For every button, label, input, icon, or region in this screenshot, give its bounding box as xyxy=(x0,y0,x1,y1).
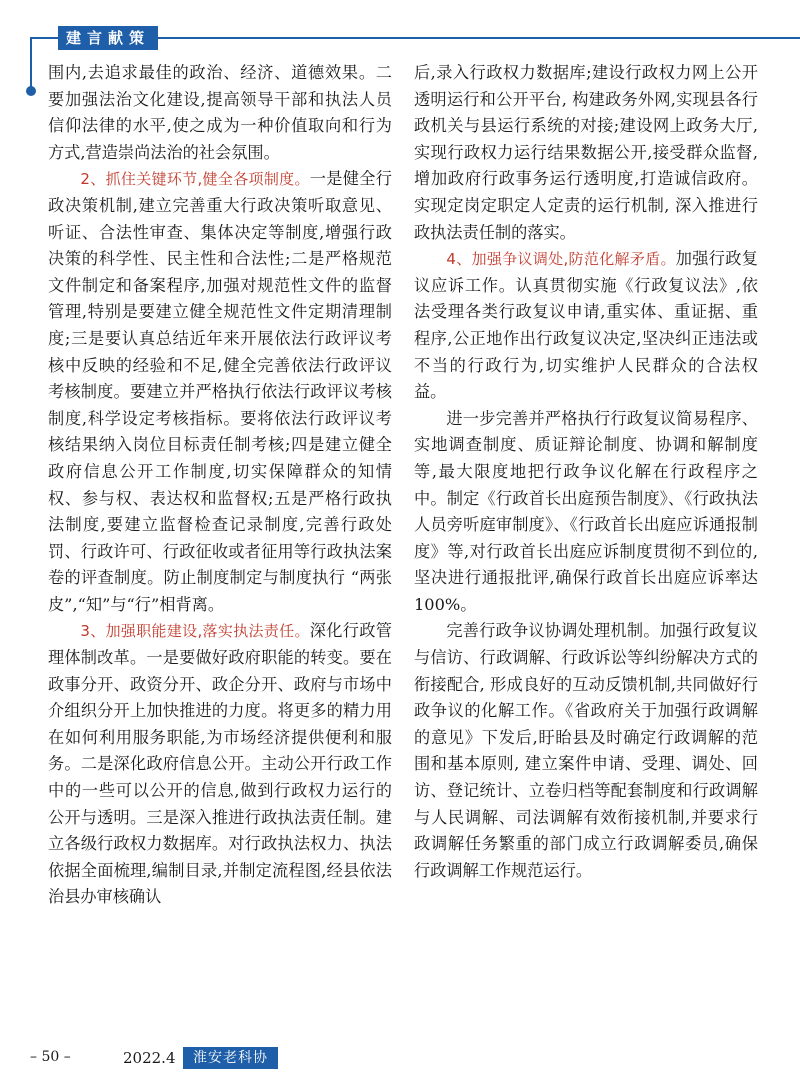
paragraph xyxy=(48,618,392,911)
page-number: – 50 – xyxy=(30,1049,71,1065)
paragraph: 进一步完善并严格执行行政复议简易程序、实地调查制度、质证辩论制度、协调和解制度等,最大限度地把行政争议化解在行政程序之中。制定《行政首长出庭预告制度》、《行政执法人员旁听庭审制度》、《行政首长出庭应诉通报制度》等,对行政首长出庭应诉制度贯彻不到位的,坚决进行通报批评,确保行政首长出庭应诉率达 100%。 xyxy=(414,408,758,614)
issue-number: 2022.4 xyxy=(123,1049,176,1067)
section-heading: 2、抓住关键环节,健全各项制度。 xyxy=(80,170,310,189)
magazine-name: 淮安老科协 xyxy=(183,1047,278,1069)
right-column xyxy=(414,60,758,884)
paragraph: 围内,去追求最佳的政治、经济、道德效果。二要加强法治文化建设,提高领导干部和执法人员信仰法律的水平,使之成为一种价值取向和行为方式,营造崇尚法治的社会氛围。 xyxy=(48,63,392,162)
paragraph-body: 加强行政复议应诉工作。认真贯彻实施《行政复议法》,依法受理各类行政复议申请,重实体、重证据、重程序,公正地作出行政复议决定,坚决纠正违法或不当的行政行为,切实维护人民群众的合法权益。 xyxy=(414,249,758,402)
section-heading: 3、加强职能建设,落实执法责任。 xyxy=(80,622,310,641)
left-column xyxy=(48,60,392,911)
paragraph-body: 一是健全行政决策机制,建立完善重大行政决策听取意见、听证、合法性审查、集体决定等制度,增强行政决策的科学性、民主性和合法性;二是严格规范文件制定和备案程序,加强对规范性文件的监督管理,特别是要建立健全规范性文件定期清理制度;三是要认真总结近年来开展依法行政评议考核中反映的经验和不足,健全完善依法行政评议考核制度。要建立并严格执行依法行政评议考核制度,科学设定考核指标。要将依法行政评议考核结果纳入岗位目标责任制考核;四是建立健全政府信息公开工作制度,切实保障群众的知情权、参与权、表达权和监督权;五是严格行政执法制度,要建立监督检查记录制度,完善行政处罚、行政许可、行政征收或者征用等行政执法案卷的评查制度。防止制度制定与制度执行 “两张皮”,“知”与“行”相背离。 xyxy=(48,169,392,614)
section-label: 建言献策 xyxy=(58,26,158,50)
section-heading: 4、加强争议调处,防范化解矛盾。 xyxy=(446,250,676,269)
paragraph xyxy=(414,246,758,406)
header-vertical-rule xyxy=(30,37,32,89)
paragraph xyxy=(48,166,392,618)
paragraph: 后,录入行政权力数据库;建设行政权力网上公开透明运行和公开平台, 构建政务外网,实现县各行政机关与县运行系统的对接;建设网上政务大厅, 实现行政权力运行结果数据公开,接受群众监督,增加政府行政事务运行透明度,打造诚信政府。实现定岗定职定人定责的运行机制, 深入推进行政执法责任制的落实。 xyxy=(414,63,758,242)
paragraph: 完善行政争议协调处理机制。加强行政复议与信访、行政调解、行政诉讼等纠纷解决方式的衔接配合, 形成良好的互动反馈机制,共同做好行政争议的化解工作。《省政府关于加强行政调解的意见》下发后,盱眙县及时确定行政调解的范围和基本原则, 建立案件申请、受理、调处、回访、登记统计、立卷归档等配套制度和行政调解与人民调解、司法调解有效衔接机制,并要求行政调解任务繁重的部门成立行政调解委员,确保行政调解工作规范运行。 xyxy=(414,621,758,880)
paragraph-body: 深化行政管理体制改革。一是要做好政府职能的转变。要在政事分开、政资分开、政企分开、政府与市场中介组织分开上加快推进的力度。将更多的精力用在如何利用服务职能,为市场经济提供便利和服务。二是深化政府信息公开。主动公开行政工作中的一些可以公开的信息,做到行政权力运行的公开与透明。三是深入推进行政执法责任制。建立各级行政权力数据库。对行政执法权力、执法依据全面梳理,编制目录,并制定流程图,经县依法治县办审核确认 xyxy=(48,621,392,907)
header-dot xyxy=(26,86,36,96)
